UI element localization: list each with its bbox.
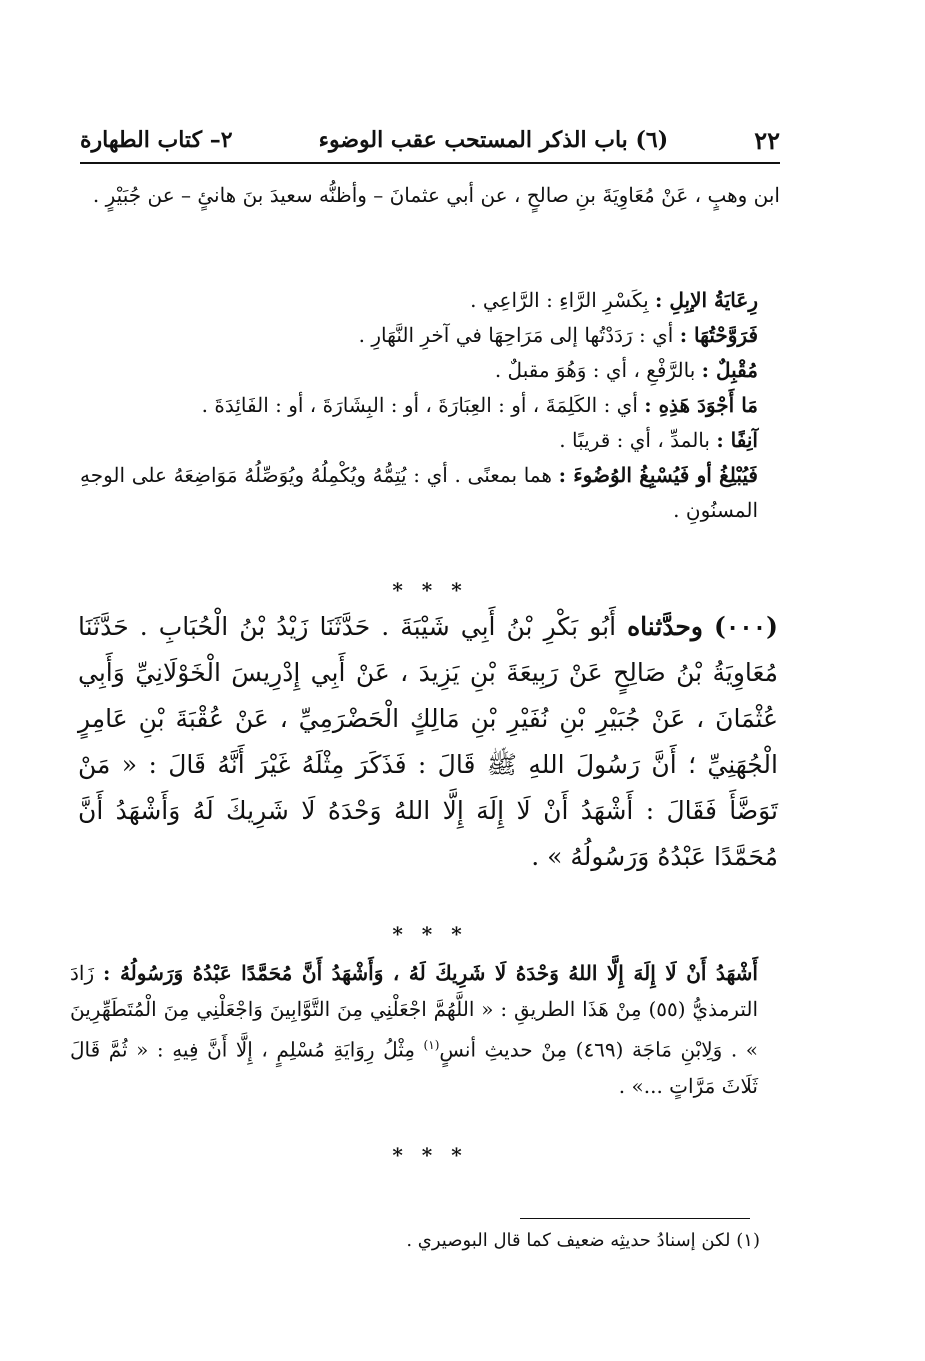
chapter-title: (٦) باب الذكر المستحب عقب الوضوء: [318, 127, 669, 153]
glossary-item: [80, 458, 758, 528]
glossary-def: بِكَسْرِ الرَّاءِ : الرَّاعِي .: [470, 288, 656, 312]
glossary-def: بالمدِّ ، أي : قريبًا .: [559, 428, 717, 452]
hadith-body: أَبُو بَكْرِ بْنُ أَبِي شَيْبَةَ . حَدَّثَنَا زَيْدُ بْنُ الْحُبَابِ . حَدَّثَنَا مُعَاوِيَةُ بْنُ صَالِحٍ عَنْ رَبِيعَةَ بْنِ يَزِيدَ ، عَنْ أَبِي إِدْرِيسَ الْخَوْلَانِيِّ وَأَبِي عُثْمَانَ ، عَنْ جُبَيْرِ بْنِ نُفَيْرِ بْنِ مَالِكٍ الْحَضْرَمِيِّ ، عَنْ عُقْبَةَ بْنِ عَامِرٍ الْجُهَنِيِّ ؛ أَنَّ رَسُولَ اللهِ ﷺ قَالَ : فَذَكَرَ مِثْلَهُ غَيْرَ أَنَّهُ قَالَ : « مَنْ تَوَضَّأَ فَقَالَ : أَشْهَدُ أَنْ لَا إِلَهَ إِلَّا اللهُ وَحْدَهُ لَا شَرِيكَ لَهُ وَأَشْهَدُ أَنَّ مُحَمَّدًا عَبْدُهُ وَرَسُولُهُ » .: [78, 612, 778, 871]
hadith-text: [78, 604, 778, 880]
glossary-def: أي : الكَلِمَةَ ، أو : العِبَارَةَ ، أو : البِشَارَةَ ، أو : الفَائِدَةَ .: [201, 393, 645, 417]
glossary-term: مُقْبِلٌ :: [701, 358, 758, 382]
glossary-def: أي : رَدَدْتُها إلى مَرَاحِهَا في آخرِ النَّهَارِ .: [358, 323, 680, 347]
glossary-item: [110, 388, 758, 423]
glossary-term: مَا أَجْوَدَ هَذِهِ :: [644, 393, 758, 417]
commentary-paragraph: [70, 955, 758, 1104]
hadith-opening: وحدَّثناه: [627, 612, 703, 641]
commentary-text: [70, 955, 758, 1104]
separator: * * *: [392, 1143, 468, 1167]
footnote-divider: [520, 1218, 750, 1219]
intro-paragraph: [80, 178, 780, 213]
commentary-heading: أَشْهَدُ أَنْ لَا إِلَهَ إِلَّا اللهُ وَحْدَهُ لَا شَرِيكَ لَهُ ، وَأَشْهَدُ أَنَّ مُحَمَّدًا عَبْدُهُ وَرَسُولُهُ :: [103, 961, 758, 985]
hadith-number: (٠٠٠): [714, 612, 778, 641]
intro-text: ابن وهبٍ ، عَنْ مُعَاوِيَةَ بنِ صالحٍ ، عن أبي عثمانَ – وأظنُّه سعيدَ بنَ هانئٍ – عن جُبَيْرٍ .: [92, 183, 780, 207]
book-title: ٢– كتاب الطهارة: [80, 127, 233, 153]
glossary-term: فَيُبْلِغُ أو فَيُسْبِغُ الوُضُوءَ :: [558, 463, 758, 487]
glossary-def: هما بمعنًى . أي : يُتِمُّهُ ويُكْمِلُهُ ويُوَصِّلُهُ مَوَاضِعَهُ على الوجهِ المسنُونِ .: [80, 463, 758, 522]
glossary-item: [110, 353, 758, 388]
footnote-number: (١): [736, 1230, 760, 1251]
glossary-last: [80, 458, 758, 528]
footnote-text: لكن إسنادُ حديثِه ضعيف كما قال البوصيري .: [406, 1230, 731, 1251]
hadith-paragraph: [78, 604, 778, 880]
glossary-item: [110, 423, 758, 458]
glossary: [110, 283, 758, 458]
commentary-body: زَادَ الترمذيُّ (٥٥) مِنْ هَذَا الطريقِ : « اللَّهُمَّ اجْعَلْنِي مِنَ التَّوَّابِينَ وَاجْعَلْنِي مِنَ الْمُتَطَهِّرِينَ » . وَلِابْنِ مَاجَة (٤٦٩) مِنْ حديثِ أنسٍ: [70, 961, 759, 1062]
glossary-item: [110, 318, 758, 353]
running-header: [80, 118, 780, 164]
glossary-term: فَرَوَّحْتُهَا :: [679, 323, 758, 347]
footnote-ref: (١): [423, 1038, 440, 1052]
footnote: [300, 1226, 760, 1256]
glossary-def: بالرَّفْعِ ، أي : وَهُوَ مقبلٌ .: [494, 358, 702, 382]
separator: * * *: [392, 578, 468, 602]
separator: * * *: [392, 922, 468, 946]
commentary-body-2: مِثْلُ رِوَايَةِ مُسْلِمٍ ، إِلَّا أَنَّ فِيهِ : « ثُمَّ قَالَ ثَلَاثَ مَرَّاتٍ ...» .: [70, 1037, 758, 1098]
glossary-item: [110, 283, 758, 318]
glossary-term: آنِفًا :: [716, 428, 758, 452]
glossary-term: رِعَايَةُ الإبِلِ :: [655, 288, 758, 312]
page-number: ٢٢: [754, 125, 780, 155]
